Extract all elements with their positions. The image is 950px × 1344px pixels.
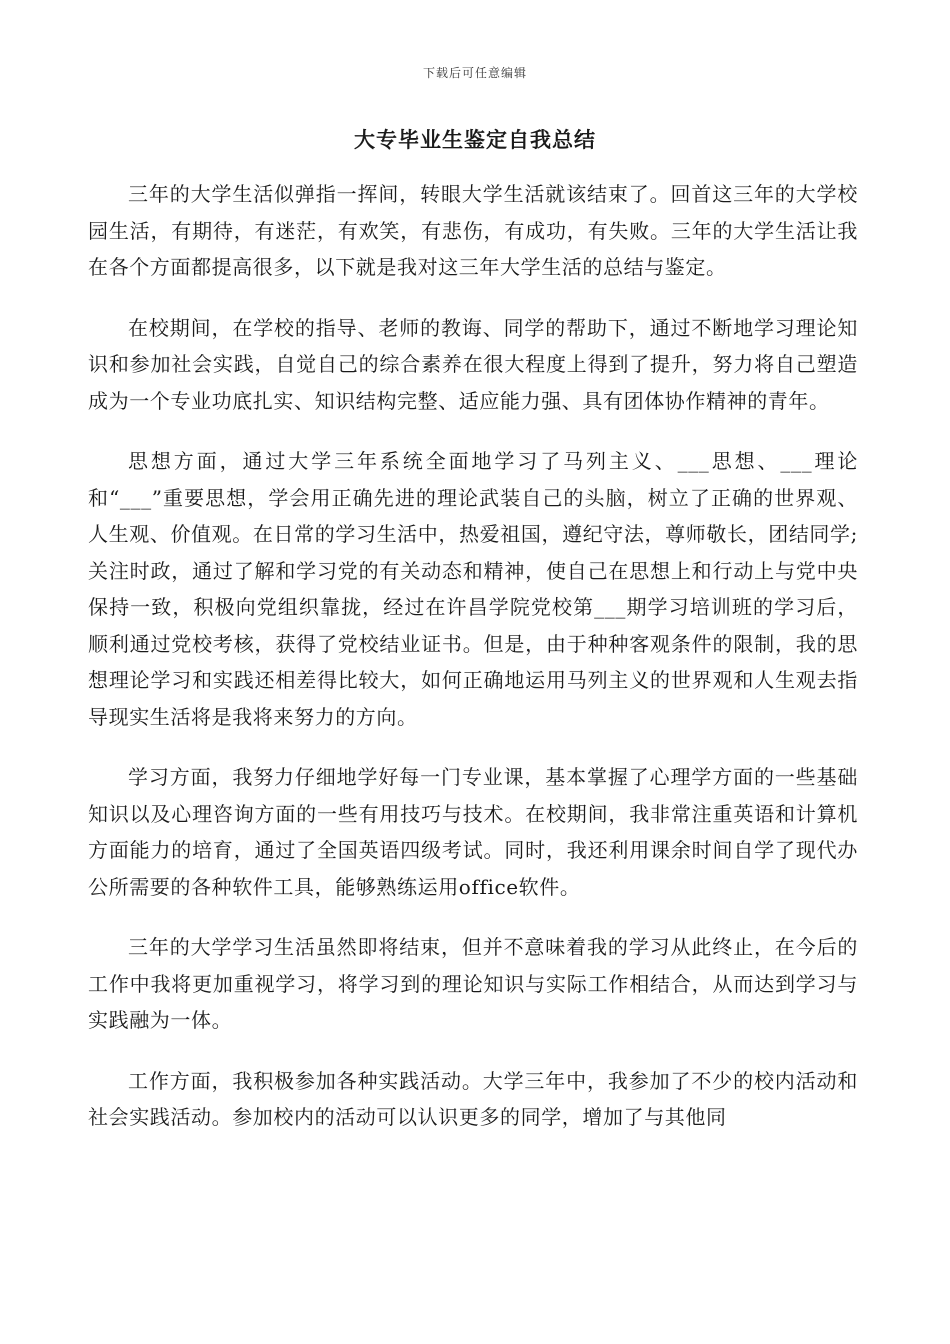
paragraph-future-study: 三年的大学学习生活虽然即将结束，但并不意味着我的学习从此终止，在今后的工作中我将更加重视学习，将学习到的理论知识与实际工作相结合，从而达到学习与实践融为一体。 <box>88 935 858 1032</box>
document-body <box>88 176 858 1160</box>
paragraph-ideology: 思想方面，通过大学三年系统全面地学习了马列主义、___思想、___理论和“___”重要思想，学会用正确先进的理论武装自己的头脑，树立了正确的世界观、人生观、价值观。在日常的学习生活中，热爱祖国，遵纪守法，尊师敬长，团结同学;关注时政，通过了解和学习党的有关动态和精神，使自己在思想上和行动上与党中央保持一致，积极向党组织靠拢，经过在许昌学院党校第___期学习培训班的学习后，顺利通过党校考核，获得了党校结业证书。但是，由于种种客观条件的限制，我的思想理论学习和实践还相差得比较大，如何正确地运用马列主义的世界观和人生观去指导现实生活将是我将来努力的方向。 <box>88 449 858 729</box>
paragraph-work: 工作方面，我积极参加各种实践活动。大学三年中，我参加了不少的校内活动和社会实践活动。参加校内的活动可以认识更多的同学，增加了与其他同 <box>88 1068 858 1129</box>
paragraph-intro: 三年的大学生活似弹指一挥间，转眼大学生活就该结束了。回首这三年的大学校园生活，有期待，有迷茫，有欢笑，有悲伤，有成功，有失败。三年的大学生活让我在各个方面都提高很多，以下就是我对这三年大学生活的总结与鉴定。 <box>88 182 858 279</box>
paragraph-study: 学习方面，我努力仔细地学好每一门专业课，基本掌握了心理学方面的一些基础知识以及心理咨询方面的一些有用技巧与技术。在校期间，我非常注重英语和计算机方面能力的培育，通过了全国英语四级考试。同时，我还利用课余时间自学了现代办公所需要的各种软件工具，能够熟练运用office软件。 <box>88 765 858 899</box>
paragraph-school-period: 在校期间，在学校的指导、老师的教诲、同学的帮助下，通过不断地学习理论知识和参加社会实践，自觉自己的综合素养在很大程度上得到了提升，努力将自己塑造成为一个专业功底扎实、知识结构完整、适应能力强、具有团体协作精神的青年。 <box>88 315 858 413</box>
header-note: 下载后可任意编辑 <box>422 66 527 80</box>
document-title: 大专毕业生鉴定自我总结 <box>354 127 596 152</box>
